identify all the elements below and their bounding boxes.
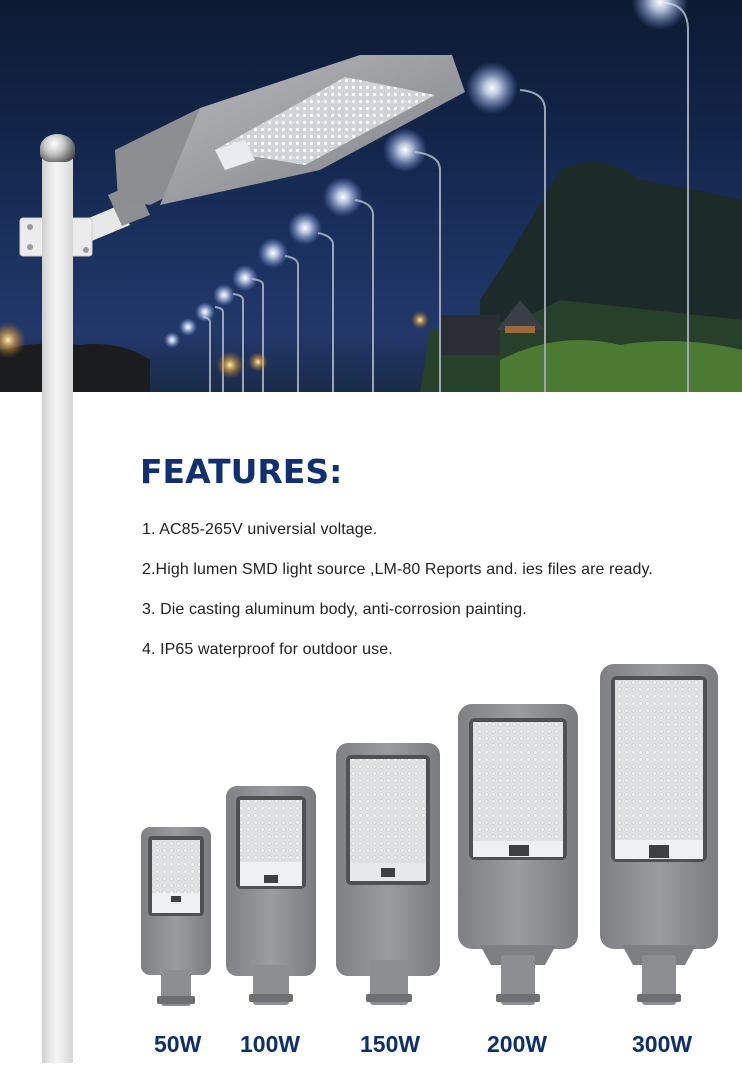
features-title: FEATURES: [140,452,343,491]
feature-item: 3. Die casting aluminum body, anti-corrosion painting. [142,601,527,618]
product-label-50w: 50W [154,1031,202,1057]
feature-item: 1. AC85-265V universial voltage. [142,521,378,538]
product-label-200w: 200W [487,1031,548,1057]
pole-cap-ball [40,134,75,162]
product-label-300w: 300W [632,1031,693,1057]
product-label-100w: 100W [240,1031,301,1057]
product-50w-light [141,827,211,1006]
product-300w-light [600,664,718,1005]
product-150w-light [336,743,440,1005]
feature-item: 2.High lumen SMD light source ,LM-80 Reports and. ies files are ready. [142,561,653,578]
product-200w-light [458,704,578,1005]
feature-item: 4. IP65 waterproof for outdoor use. [142,641,393,658]
street-light-pole [42,150,73,1063]
product-100w-light [226,786,316,1005]
product-label-150w: 150W [360,1031,421,1057]
